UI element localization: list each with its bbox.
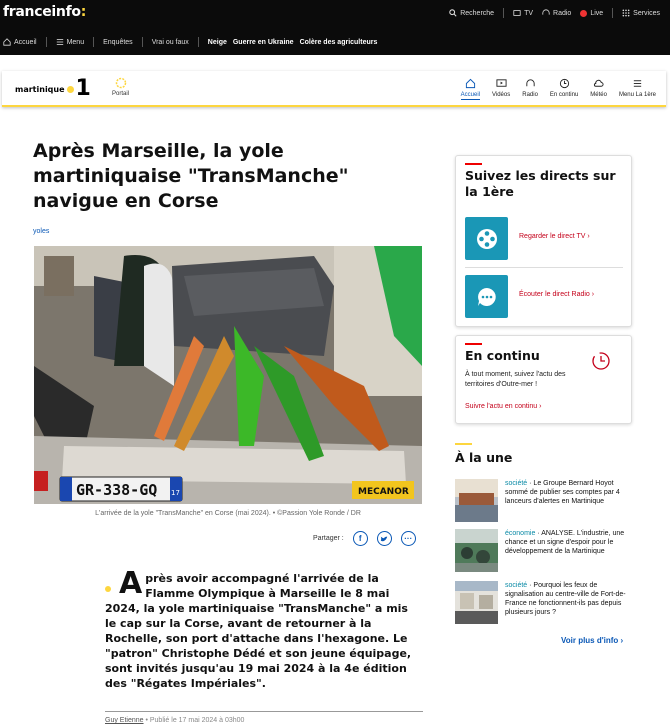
live-dot-icon xyxy=(580,10,587,17)
directs-card xyxy=(455,155,632,327)
nav-meteo[interactable]: Météo xyxy=(590,78,607,100)
facebook-share-button[interactable] xyxy=(353,531,368,546)
news-text: société · Le Groupe Bernard Hoyot sommé de publier ses comptes par 4 lanceurs d'alertes en Martinique xyxy=(505,480,620,505)
drop-cap: A xyxy=(119,566,143,601)
publish-date: • Publié le 17 mai 2024 à 03h00 xyxy=(143,717,245,724)
tv-tile[interactable] xyxy=(465,217,508,260)
franceinfo-logo[interactable]: franceinfo: xyxy=(3,4,86,20)
menu-icon xyxy=(632,78,643,89)
directs-title: Suivez les directs sur la 1ère xyxy=(465,168,616,199)
video-icon xyxy=(496,78,507,89)
site-header xyxy=(2,71,666,107)
tv-direct-link[interactable]: Regarder le direct TV › xyxy=(519,233,590,240)
plate-number: GR-338-GQ xyxy=(76,481,158,499)
headphones-icon xyxy=(525,78,536,89)
accent-bar xyxy=(465,163,482,165)
divider xyxy=(198,37,199,47)
search-link[interactable]: Recherche xyxy=(449,9,494,17)
arrow-right-icon: › xyxy=(539,403,542,410)
more-icon: ··· xyxy=(404,534,413,543)
arrow-right-icon: › xyxy=(587,233,590,240)
tv-link[interactable]: TV xyxy=(513,9,533,17)
yole-trailer-image xyxy=(34,246,422,504)
subnav-item-agriculteurs[interactable]: Colère des agriculteurs xyxy=(299,38,378,46)
news-thumbnail xyxy=(455,581,498,624)
plate-region: 17 xyxy=(171,489,180,497)
weather-icon xyxy=(593,78,604,89)
more-share-button[interactable] xyxy=(401,531,416,546)
en-continu-card xyxy=(455,335,632,424)
martinique-1-logo[interactable]: martinique 1 xyxy=(15,76,91,101)
subnav-menu[interactable]: Menu xyxy=(56,38,85,46)
chat-bubble-icon xyxy=(475,285,499,309)
nav-menu[interactable]: Menu La 1ère xyxy=(619,78,656,100)
news-text: société · Pourquoi les feux de signalisation au centre-ville de Fort-de-France ne fonctionnent-ils pas depuis plusieurs jours ? xyxy=(505,582,626,616)
news-text: économie · ANALYSE. L'industrie, une chance et un signe d'espoir pour le développement de la Martinique xyxy=(505,530,625,555)
voir-plus-link[interactable]: Voir plus d'info › xyxy=(561,636,624,645)
list-item[interactable] xyxy=(455,529,632,573)
news-thumbnail xyxy=(455,529,498,572)
author-line xyxy=(105,711,423,724)
share-label: Partager : xyxy=(313,535,344,542)
plate-brand: MECANOR xyxy=(358,487,409,497)
search-icon xyxy=(449,9,457,17)
subnav-item-neige[interactable]: Neige xyxy=(207,38,227,46)
list-item[interactable] xyxy=(455,479,632,523)
clock-refresh-icon xyxy=(590,350,612,372)
sun-icon xyxy=(115,77,127,89)
article-title: Après Marseille, la yole martiniquaise "TransManche" navigue en Corse xyxy=(33,140,349,212)
clock-icon xyxy=(559,78,570,89)
menu-icon xyxy=(56,38,64,46)
radio-tile[interactable] xyxy=(465,275,508,318)
divider xyxy=(46,37,47,47)
list-item[interactable] xyxy=(455,581,632,625)
divider xyxy=(465,267,623,268)
divider xyxy=(93,37,94,47)
article-photo xyxy=(34,246,422,504)
logo-dot xyxy=(67,86,74,93)
divider xyxy=(142,37,143,47)
news-thumbnail xyxy=(455,479,498,522)
twitter-share-button[interactable] xyxy=(377,531,392,546)
film-reel-icon xyxy=(475,227,499,251)
top-navigation xyxy=(440,8,660,18)
article-lede xyxy=(105,566,419,691)
portail-link[interactable]: Portail xyxy=(112,77,129,97)
en-continu-link[interactable]: Suivre l'actu en continu › xyxy=(465,403,542,410)
sub-navigation xyxy=(0,33,670,51)
radio-link[interactable]: Radio xyxy=(542,9,571,17)
services-link[interactable]: Services xyxy=(622,9,660,17)
a-la-une-title: À la une xyxy=(455,450,513,465)
en-continu-text: À tout moment, suivez l'actu des territoires d'Outre-mer ! xyxy=(465,371,566,388)
header-navigation xyxy=(449,78,656,100)
franceinfo-topbar xyxy=(0,0,670,55)
headphones-icon xyxy=(542,9,550,17)
lede-text: près avoir accompagné l'arrivée de la Flamme Olympique à Marseille le 8 mai 2024, la yole martiniquaise "TransManche" a mis le cap sur la Corse, avant de retourner à la Rochelle, son port d'attache dans l'hexagone. Le "patron" Christophe Dédé et son jeune équipage, sont invités jusqu'au 19 mai 2024 à la 4e édition des "Régates Impériales". xyxy=(105,572,412,690)
home-icon xyxy=(465,78,476,89)
divider xyxy=(612,8,613,18)
article-tag[interactable]: yoles xyxy=(33,228,50,235)
tv-icon xyxy=(513,9,521,17)
twitter-icon xyxy=(380,535,388,543)
subnav-item-enquetes[interactable]: Enquêtes xyxy=(103,38,133,46)
author-name[interactable]: Guy Etienne xyxy=(105,717,144,724)
arrow-right-icon: › xyxy=(591,291,595,298)
home-icon xyxy=(3,38,11,46)
subnav-item-vrai-ou-faux[interactable]: Vrai ou faux xyxy=(151,38,189,46)
nav-videos[interactable]: Vidéos xyxy=(492,78,510,100)
nav-radio[interactable]: Radio xyxy=(522,78,538,100)
en-continu-title: En continu xyxy=(465,348,540,363)
accent-bar xyxy=(455,443,472,445)
radio-direct-link[interactable]: Écouter le direct Radio › xyxy=(519,291,595,298)
subnav-item-ukraine[interactable]: Guerre en Ukraine xyxy=(232,38,294,46)
divider xyxy=(503,8,504,18)
nav-en-continu[interactable]: En continu xyxy=(550,78,578,100)
nav-accueil[interactable]: Accueil xyxy=(461,78,480,100)
lede-dot xyxy=(105,586,111,592)
photo-caption: L'arrivée de la yole "TransManche" en Corse (mai 2024). • ©Passion Yole Ronde / DR xyxy=(95,510,361,517)
subnav-home[interactable]: Accueil xyxy=(3,38,37,46)
live-link[interactable]: Live xyxy=(580,10,603,17)
accent-bar xyxy=(465,343,482,345)
share-bar xyxy=(313,531,416,546)
chevron-right-icon: › xyxy=(620,636,624,645)
facebook-icon: f xyxy=(358,534,362,543)
grid-icon xyxy=(622,9,630,17)
